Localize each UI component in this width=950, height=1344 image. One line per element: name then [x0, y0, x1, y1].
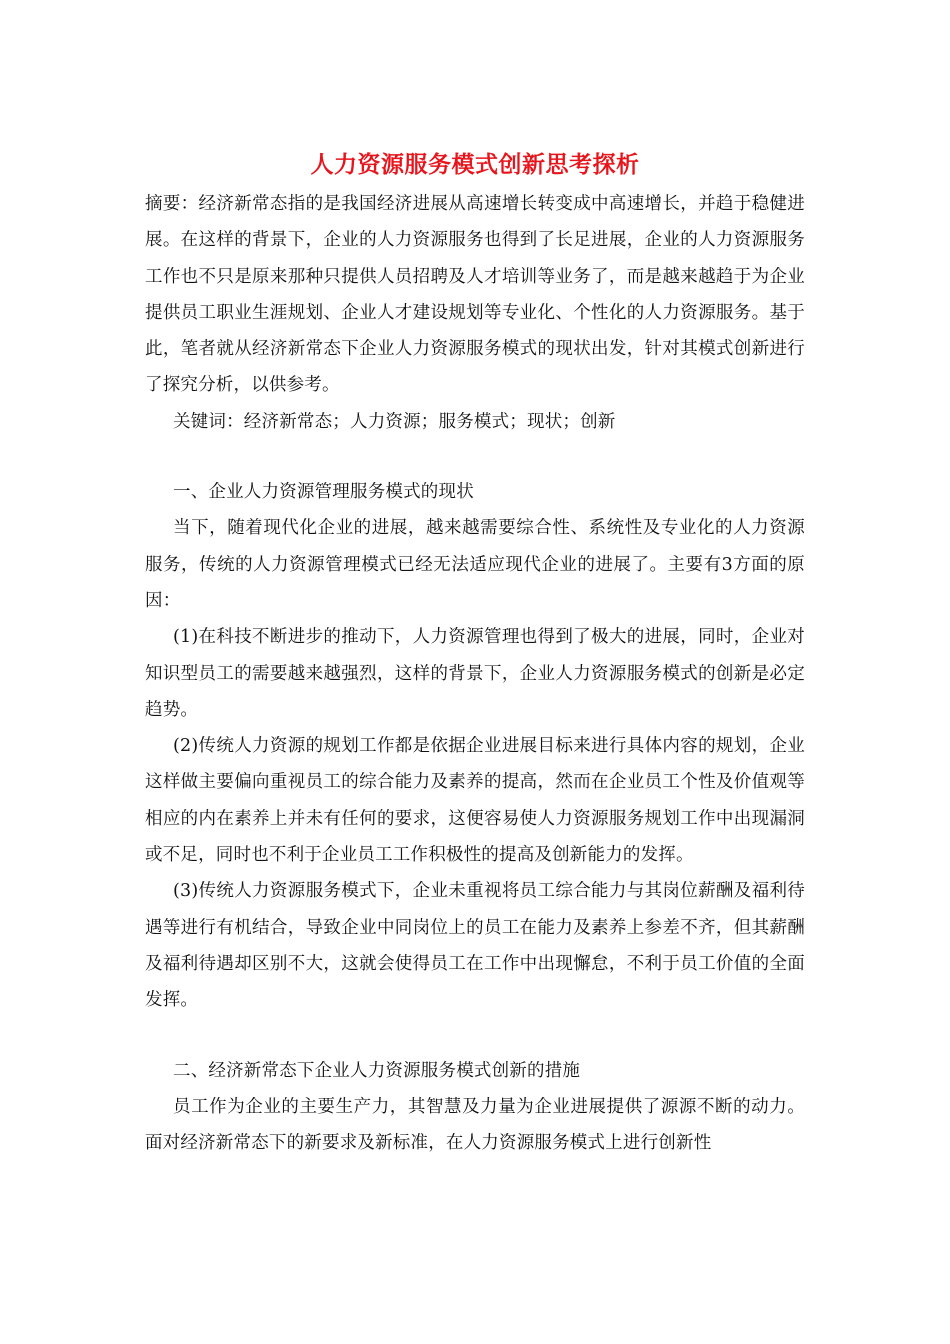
section-spacer [145, 1019, 805, 1053]
section-1-intro: 当下，随着现代化企业的进展，越来越需要综合性、系统性及专业化的人力资源服务，传统的人力资源管理模式已经无法适应现代企业的进展了。主要有3方面的原因： [145, 518, 805, 611]
keywords-paragraph: 关键词：经济新常态；人力资源；服务模式；现状；创新 [173, 411, 616, 432]
document-page [145, 150, 805, 1161]
section-1-point-2: (2)传统人力资源的规划工作都是依据企业进展目标来进行具体内容的规划，企业这样做主要偏向重视员工的综合能力及素养的提高，然而在企业员工个性及价值观等相应的内在素养上并未有任何的要求，这便容易使人力资源服务规划工作中出现漏洞或不足，同时也不利于企业员工工作积极性的提高及创新能力的发挥。 [145, 736, 805, 866]
section-spacer [145, 440, 805, 474]
section-1-point-3: (3)传统人力资源服务模式下，企业未重视将员工综合能力与其岗位薪酬及福利待遇等进行有机结合，导致企业中同岗位上的员工在能力及素养上参差不齐，但其薪酬及福利待遇却区别不大，这就会使得员工在工作中出现懈怠，不利于员工价值的全面发挥。 [145, 881, 805, 1011]
section-2-heading: 二、经济新常态下企业人力资源服务模式创新的措施 [173, 1060, 581, 1081]
document-title: 人力资源服务模式创新思考探析 [310, 151, 640, 178]
abstract-paragraph: 摘要：经济新常态指的是我国经济进展从高速增长转变成中高速增长，并趋于稳健进展。在这样的背景下，企业的人力资源服务也得到了长足进展，企业的人力资源服务工作也不只是原来那种只提供人员招聘及人才培训等业务了，而是越来越趋于为企业提供员工职业生涯规划、企业人才建设规划等专业化、个性化的人力资源服务。基于此，笔者就从经济新常态下企业人力资源服务模式的现状出发，针对其模式创新进行了探究分析，以供参考。 [145, 194, 805, 396]
section-2-intro: 员工作为企业的主要生产力，其智慧及力量为企业进展提供了源源不断的动力。面对经济新常态下的新要求及新标准，在人力资源服务模式上进行创新性 [145, 1096, 805, 1154]
section-1-heading: 一、企业人力资源管理服务模式的现状 [173, 482, 474, 503]
section-1-point-1: (1)在科技不断进步的推动下，人力资源管理也得到了极大的进展，同时，企业对知识型员工的需要越来越强烈，这样的背景下，企业人力资源服务模式的创新是必定趋势。 [145, 627, 805, 720]
